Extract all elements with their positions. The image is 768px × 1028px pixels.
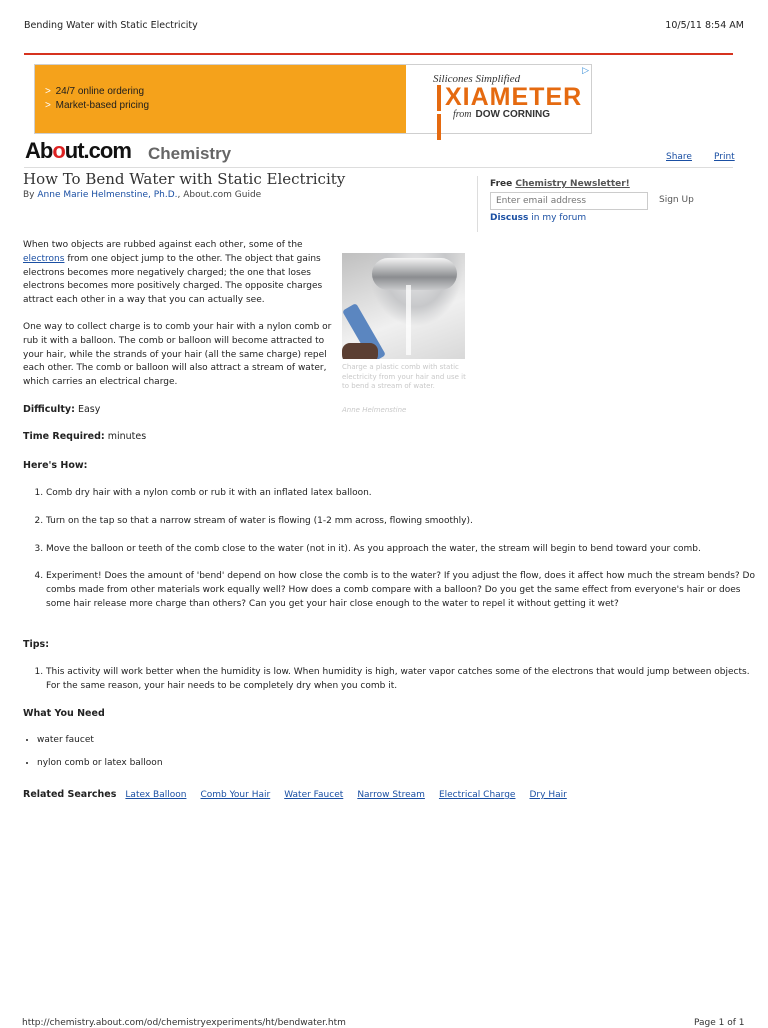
photo-caption: Charge a plastic comb with static electricity from your hair and use it to bend a stream of water. bbox=[342, 363, 466, 390]
article-title: How To Bend Water with Static Electricity bbox=[23, 170, 346, 188]
ad-banner[interactable] bbox=[34, 64, 592, 134]
needs-item: • nylon comb or latex balloon bbox=[37, 758, 163, 768]
ad-bullet-ordering: 24/7 online ordering bbox=[55, 86, 145, 97]
email-field[interactable] bbox=[490, 192, 648, 210]
electrons-link[interactable]: electrons bbox=[23, 253, 65, 264]
howto-heading: Here's How: bbox=[23, 460, 88, 471]
time-row bbox=[23, 431, 146, 442]
newsletter-link[interactable]: Chemistry Newsletter! bbox=[515, 179, 630, 189]
related-link-latex-balloon[interactable]: Latex Balloon bbox=[125, 790, 187, 800]
share-link[interactable]: Share bbox=[666, 152, 692, 162]
newsletter-title bbox=[490, 179, 630, 189]
author-link[interactable]: Anne Marie Helmenstine, Ph.D. bbox=[37, 190, 178, 200]
related-link-electrical-charge[interactable]: Electrical Charge bbox=[438, 790, 516, 800]
ad-choices-icon[interactable]: ▷ bbox=[582, 66, 589, 76]
section-title[interactable]: Chemistry bbox=[148, 144, 232, 163]
intro-paragraph-2: One way to collect charge is to comb your hair with a nylon comb or rub it with a balloon. The comb or balloon will become attracted to your hair, while the strands of your hair (all the same charge) repel each other. The comb or balloon will also attract a stream of water, which carries an electrical charge. bbox=[23, 322, 332, 388]
time-label: Time Required: bbox=[23, 431, 105, 442]
byline-guide: , About.com Guide bbox=[177, 190, 262, 200]
tips-list bbox=[23, 666, 758, 694]
tip-item: 1. This activity will work better when the humidity is low. When humidity is high, water vapor catches some of the electrons that would jump between objects. For the same reason, your hair needs to be completely dry when you comb it. bbox=[46, 666, 758, 694]
faucet-comb-photo bbox=[342, 253, 465, 359]
related-link-narrow-stream[interactable]: Narrow Stream bbox=[357, 790, 425, 800]
site-logo[interactable] bbox=[25, 138, 131, 164]
related-link-comb-your-hair[interactable]: Comb Your Hair bbox=[200, 790, 271, 800]
howto-step: 1. Comb dry hair with a nylon comb or rub it with an inflated latex balloon. bbox=[46, 487, 758, 501]
time-value: minutes bbox=[107, 431, 147, 442]
ad-from-company: DOW CORNING bbox=[475, 109, 550, 120]
water-stream-shape bbox=[406, 285, 411, 355]
intro-1-after: from one object jump to the other. The object that gains electrons becomes more negatively charged; the one that loses electrons becomes more positively charged. The opposite charges attract each other in a way that you can actually see. bbox=[23, 253, 323, 306]
related-link-dry-hair[interactable]: Dry Hair bbox=[529, 790, 567, 800]
sign-up-button[interactable]: Sign Up bbox=[659, 195, 694, 205]
byline bbox=[23, 190, 261, 200]
related-searches bbox=[23, 789, 578, 800]
howto-step: 2. Turn on the tap so that a narrow stream of water is flowing (1-2 mm across, flowing smoothly). bbox=[46, 515, 758, 529]
howto-steps bbox=[23, 487, 758, 612]
needs-heading: What You Need bbox=[23, 708, 105, 719]
newsletter-box bbox=[477, 176, 734, 232]
footer-page-number: Page 1 of 1 bbox=[694, 1018, 745, 1028]
logo-text-end: ut.com bbox=[64, 138, 131, 163]
ad-from-word: from bbox=[453, 109, 472, 120]
ad-bullet-pricing: Market-based pricing bbox=[55, 100, 149, 111]
ad-tagline: Silicones Simplified bbox=[433, 73, 521, 85]
related-link-water-faucet[interactable]: Water Faucet bbox=[284, 790, 344, 800]
howto-step: 3. Move the balloon or teeth of the comb close to the water (not in it). As you approach the water, the stream will begin to bend toward your comb. bbox=[46, 543, 758, 557]
print-header bbox=[24, 20, 744, 34]
ad-arrow-icon: > bbox=[45, 86, 51, 97]
needs-list bbox=[23, 735, 163, 768]
ad-brand-name: XIAMETER bbox=[445, 83, 583, 111]
ad-from-line bbox=[453, 109, 550, 120]
logo-text-start: Ab bbox=[25, 138, 53, 163]
difficulty-row bbox=[23, 404, 100, 415]
print-datetime: 10/5/11 8:54 AM bbox=[665, 20, 744, 31]
print-link[interactable]: Print bbox=[714, 152, 735, 162]
intro-1-before: When two objects are rubbed against each other, some of the bbox=[23, 240, 303, 250]
byline-by: By bbox=[23, 190, 35, 200]
hand-shape bbox=[342, 343, 378, 359]
footer-url: http://chemistry.about.com/od/chemistryexperiments/ht/bendwater.htm bbox=[22, 1018, 346, 1028]
howto-step: 4. Experiment! Does the amount of 'bend' depend on how close the comb is to the water? If you adjust the flow, does it affect how much the stream bends? Do combs made from other materials work equally well? How does a comb compare with a balloon? Do you get the same effect from everyone's hair or does some hair release more charge than others? Can you get your hair close enough to the water to repel it without getting it wet? bbox=[46, 570, 758, 611]
needs-item: • water faucet bbox=[37, 735, 163, 745]
tips-heading: Tips: bbox=[23, 639, 49, 650]
photo-credit: Anne Helmenstine bbox=[342, 406, 407, 414]
difficulty-value: Easy bbox=[77, 404, 101, 415]
difficulty-label: Difficulty: bbox=[23, 404, 75, 415]
print-page-title: Bending Water with Static Electricity bbox=[24, 20, 198, 31]
ad-arrow-icon: > bbox=[45, 100, 51, 111]
forum-discuss: Discuss bbox=[490, 213, 529, 223]
newsletter-free: Free bbox=[490, 179, 513, 189]
ad-bullets bbox=[45, 85, 149, 113]
logo-text-dot: o bbox=[52, 138, 65, 163]
intro-paragraph-1 bbox=[23, 239, 335, 308]
faucet-shape bbox=[372, 258, 457, 290]
site-divider bbox=[24, 167, 733, 168]
related-label: Related Searches bbox=[23, 789, 117, 800]
header-divider bbox=[24, 53, 733, 55]
forum-text: in my forum bbox=[531, 213, 587, 223]
forum-link[interactable] bbox=[490, 213, 586, 223]
